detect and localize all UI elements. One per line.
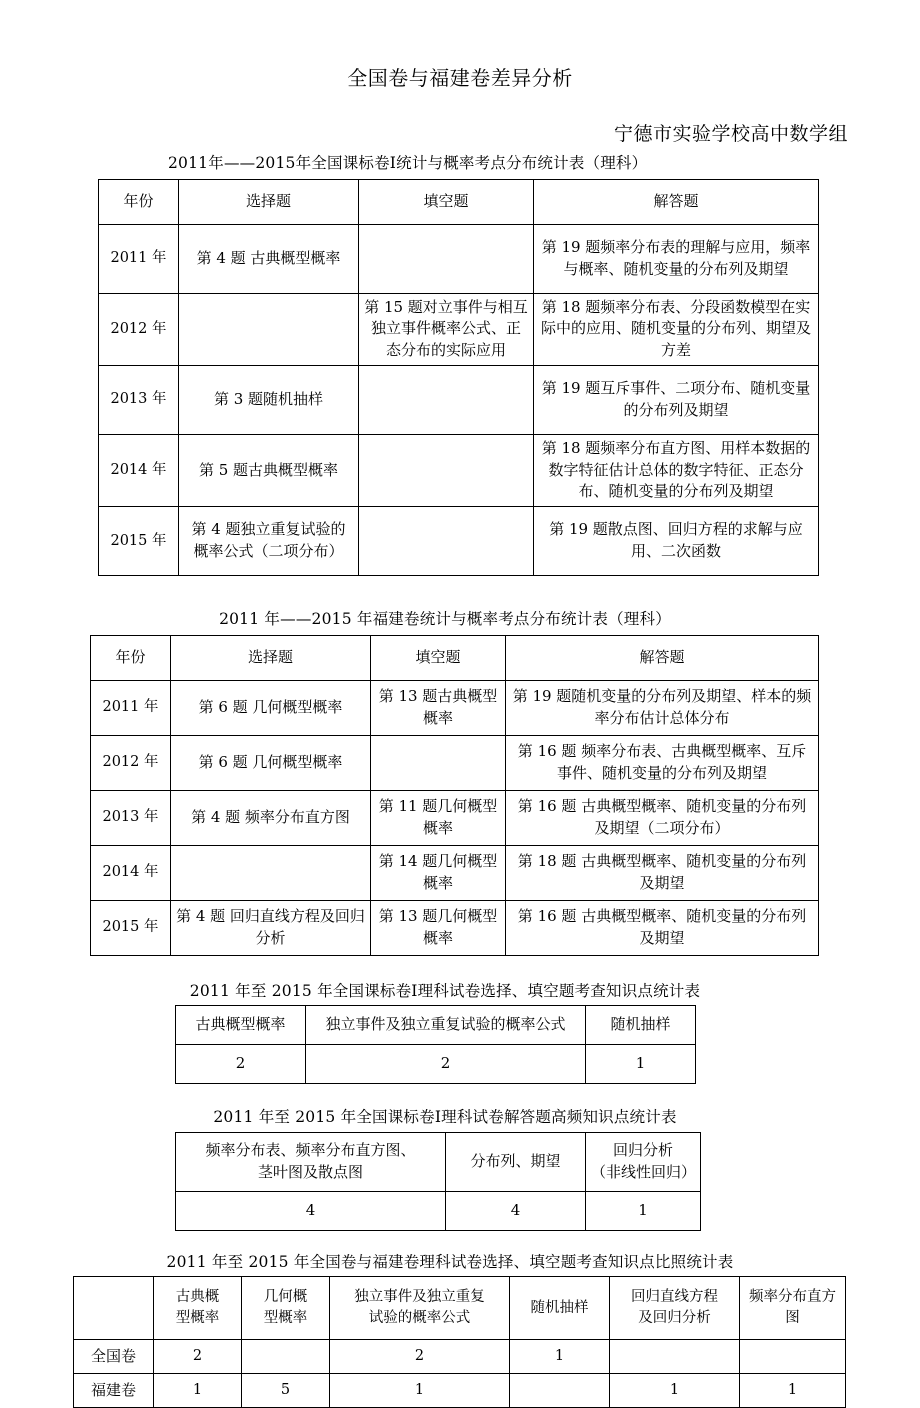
cell-answer: 第 19 题随机变量的分布列及期望、样本的频率分布估计总体分布 [506,680,819,735]
header-line: 随机抽样 [530,1299,589,1316]
table-answer-high-frequency-knowledge-points [175,1132,701,1231]
table-row [74,1340,846,1374]
column-header-classical-probability [154,1277,242,1340]
cell-answer: 第 19 题散点图、回归方程的求解与应用、二次函数 [534,507,819,576]
header-line: 茎叶图及散点图 [257,1162,363,1181]
table2-title: 2011 年——2015 年福建卷统计与概率考点分布统计表（理科） [219,610,671,629]
column-header-fill: 填空题 [359,179,534,224]
cell-count: 4 [176,1191,446,1230]
table1-wrapper [0,173,920,577]
table-row [99,293,819,365]
cell-fill: 第 15 题对立事件与相互独立事件概率公式、正态分布的实际应用 [359,293,534,365]
cell-answer: 第 18 题频率分布直方图、用样本数据的数字特征估计总体的数字特征、正态分布、随机变量的分布列及期望 [534,434,819,506]
cell-choice: 第 3 题随机抽样 [179,365,359,434]
column-header-frequency-charts [176,1132,446,1191]
cell-choice: 第 6 题 几何概型概率 [171,680,371,735]
table-row [99,224,819,293]
cell-count [242,1340,330,1374]
column-header-answer: 解答题 [534,179,819,224]
column-header-year: 年份 [99,179,179,224]
table-header-row [74,1277,846,1340]
table-national-vs-fujian-comparison [73,1276,846,1408]
column-header-frequency-histogram [740,1277,846,1340]
cell-fill: 第 13 题几何概型概率 [371,900,506,955]
table-fujian-distribution [90,635,819,956]
cell-count: 1 [610,1374,740,1408]
organization-line: 宁德市实验学校高中数学组 [613,123,848,145]
table3-wrapper [0,1000,920,1084]
column-header-distribution-expectation [446,1132,586,1191]
table-choice-fill-knowledge-points [175,1005,696,1084]
cell-count: 1 [740,1374,846,1408]
cell-fill [359,434,534,506]
column-header-answer: 解答题 [506,635,819,680]
cell-count [510,1374,610,1408]
cell-choice: 第 6 题 几何概型概率 [171,735,371,790]
column-header-geometric-probability [242,1277,330,1340]
header-line: 回归分析 [612,1141,673,1160]
table4-wrapper [0,1127,920,1231]
cell-count: 2 [330,1340,510,1374]
cell-choice: 第 4 题 回归直线方程及回归分析 [171,900,371,955]
cell-count: 1 [330,1374,510,1408]
cell-count: 5 [242,1374,330,1408]
cell-fill [359,507,534,576]
table-row [176,1191,701,1230]
cell-choice: 第 4 题 古典概型概率 [179,224,359,293]
cell-fill [371,735,506,790]
table-row [91,790,819,845]
cell-year: 2015 年 [91,900,171,955]
cell-answer: 第 16 题 古典概型概率、随机变量的分布列及期望（二项分布） [506,790,819,845]
cell-year: 2013 年 [99,365,179,434]
page-title: 全国卷与福建卷差异分析 [347,66,573,90]
column-header-choice: 选择题 [171,635,371,680]
column-header-fill: 填空题 [371,635,506,680]
table-row [91,900,819,955]
table-row [91,845,819,900]
column-header-random-sampling: 随机抽样 [586,1006,696,1045]
table5-wrapper [0,1271,920,1408]
table-row [74,1374,846,1408]
header-line: 回归直线方程 [631,1289,718,1306]
row-label-fujian: 福建卷 [74,1374,154,1408]
table4-title: 2011 年至 2015 年全国课标卷Ⅰ理科试卷解答题高频知识点统计表 [213,1108,677,1127]
row-label-national: 全国卷 [74,1340,154,1374]
header-line: 图 [785,1310,800,1327]
cell-year: 2013 年 [91,790,171,845]
header-line: 独立事件及独立重复 [354,1289,485,1306]
header-line: 型概率 [175,1310,220,1327]
cell-count: 2 [154,1340,242,1374]
header-line: （非线性回归） [591,1162,697,1181]
cell-count: 1 [586,1191,701,1230]
cell-answer: 第 19 题互斥事件、二项分布、随机变量的分布列及期望 [534,365,819,434]
header-line: 古典概 [175,1289,220,1306]
cell-count: 1 [586,1045,696,1084]
cell-answer: 第 16 题 古典概型概率、随机变量的分布列及期望 [506,900,819,955]
column-header-regression-analysis [586,1132,701,1191]
column-header-random-sampling [510,1277,610,1340]
cell-count: 2 [306,1045,586,1084]
table-header-row [176,1132,701,1191]
column-header-year: 年份 [91,635,171,680]
header-line: 几何概 [263,1289,308,1306]
cell-fill [359,224,534,293]
table2-wrapper [0,629,920,956]
cell-year: 2011 年 [91,680,171,735]
header-line: 频率分布表、频率分布直方图、 [205,1141,416,1160]
cell-answer: 第 18 题 古典概型概率、随机变量的分布列及期望 [506,845,819,900]
table-row [99,507,819,576]
cell-fill: 第 14 题几何概型概率 [371,845,506,900]
table5-title: 2011 年至 2015 年全国卷与福建卷理科试卷选择、填空题考查知识点比照统计表 [166,1252,734,1271]
table-row [91,680,819,735]
table-national-distribution [98,179,819,577]
column-header-independent-events [330,1277,510,1340]
header-line: 试验的概率公式 [368,1310,471,1327]
cell-fill: 第 11 题几何概型概率 [371,790,506,845]
cell-year: 2014 年 [99,434,179,506]
cell-count: 1 [154,1374,242,1408]
cell-choice: 第 4 题独立重复试验的概率公式（二项分布） [179,507,359,576]
cell-fill: 第 13 题古典概型概率 [371,680,506,735]
corner-cell [74,1277,154,1340]
cell-count: 4 [446,1191,586,1230]
table1-title: 2011年——2015年全国课标卷Ⅰ统计与概率考点分布统计表（理科） [168,154,648,172]
table-row [91,735,819,790]
cell-answer: 第 16 题 频率分布表、古典概型概率、互斥事件、随机变量的分布列及期望 [506,735,819,790]
column-header-classical-probability: 古典概型概率 [176,1006,306,1045]
cell-answer: 第 19 题频率分布表的理解与应用，频率与概率、随机变量的分布列及期望 [534,224,819,293]
cell-choice [171,845,371,900]
header-line: 及回归分析 [638,1310,711,1327]
table-row [99,365,819,434]
table-header-row [91,635,819,680]
cell-count [610,1340,740,1374]
cell-year: 2011 年 [99,224,179,293]
table-header-row [99,179,819,224]
cell-choice: 第 5 题古典概型概率 [179,434,359,506]
cell-year: 2012 年 [91,735,171,790]
table-row [176,1045,696,1084]
cell-count [740,1340,846,1374]
column-header-independent-events: 独立事件及独立重复试验的概率公式 [306,1006,586,1045]
cell-choice: 第 4 题 频率分布直方图 [171,790,371,845]
table3-title: 2011 年至 2015 年全国课标卷Ⅰ理科试卷选择、填空题考查知识点统计表 [189,981,701,1000]
table-row [99,434,819,506]
cell-fill [359,365,534,434]
cell-year: 2015 年 [99,507,179,576]
column-header-regression-line [610,1277,740,1340]
cell-year: 2012 年 [99,293,179,365]
cell-choice [179,293,359,365]
table-header-row [176,1006,696,1045]
header-line: 频率分布直方 [749,1289,836,1306]
cell-answer: 第 18 题频率分布表、分段函数模型在实际中的应用、随机变量的分布列、期望及方差 [534,293,819,365]
cell-count: 1 [510,1340,610,1374]
cell-count: 2 [176,1045,306,1084]
header-line: 型概率 [263,1310,308,1327]
header-line: 分布列、期望 [470,1152,561,1170]
cell-year: 2014 年 [91,845,171,900]
column-header-choice: 选择题 [179,179,359,224]
